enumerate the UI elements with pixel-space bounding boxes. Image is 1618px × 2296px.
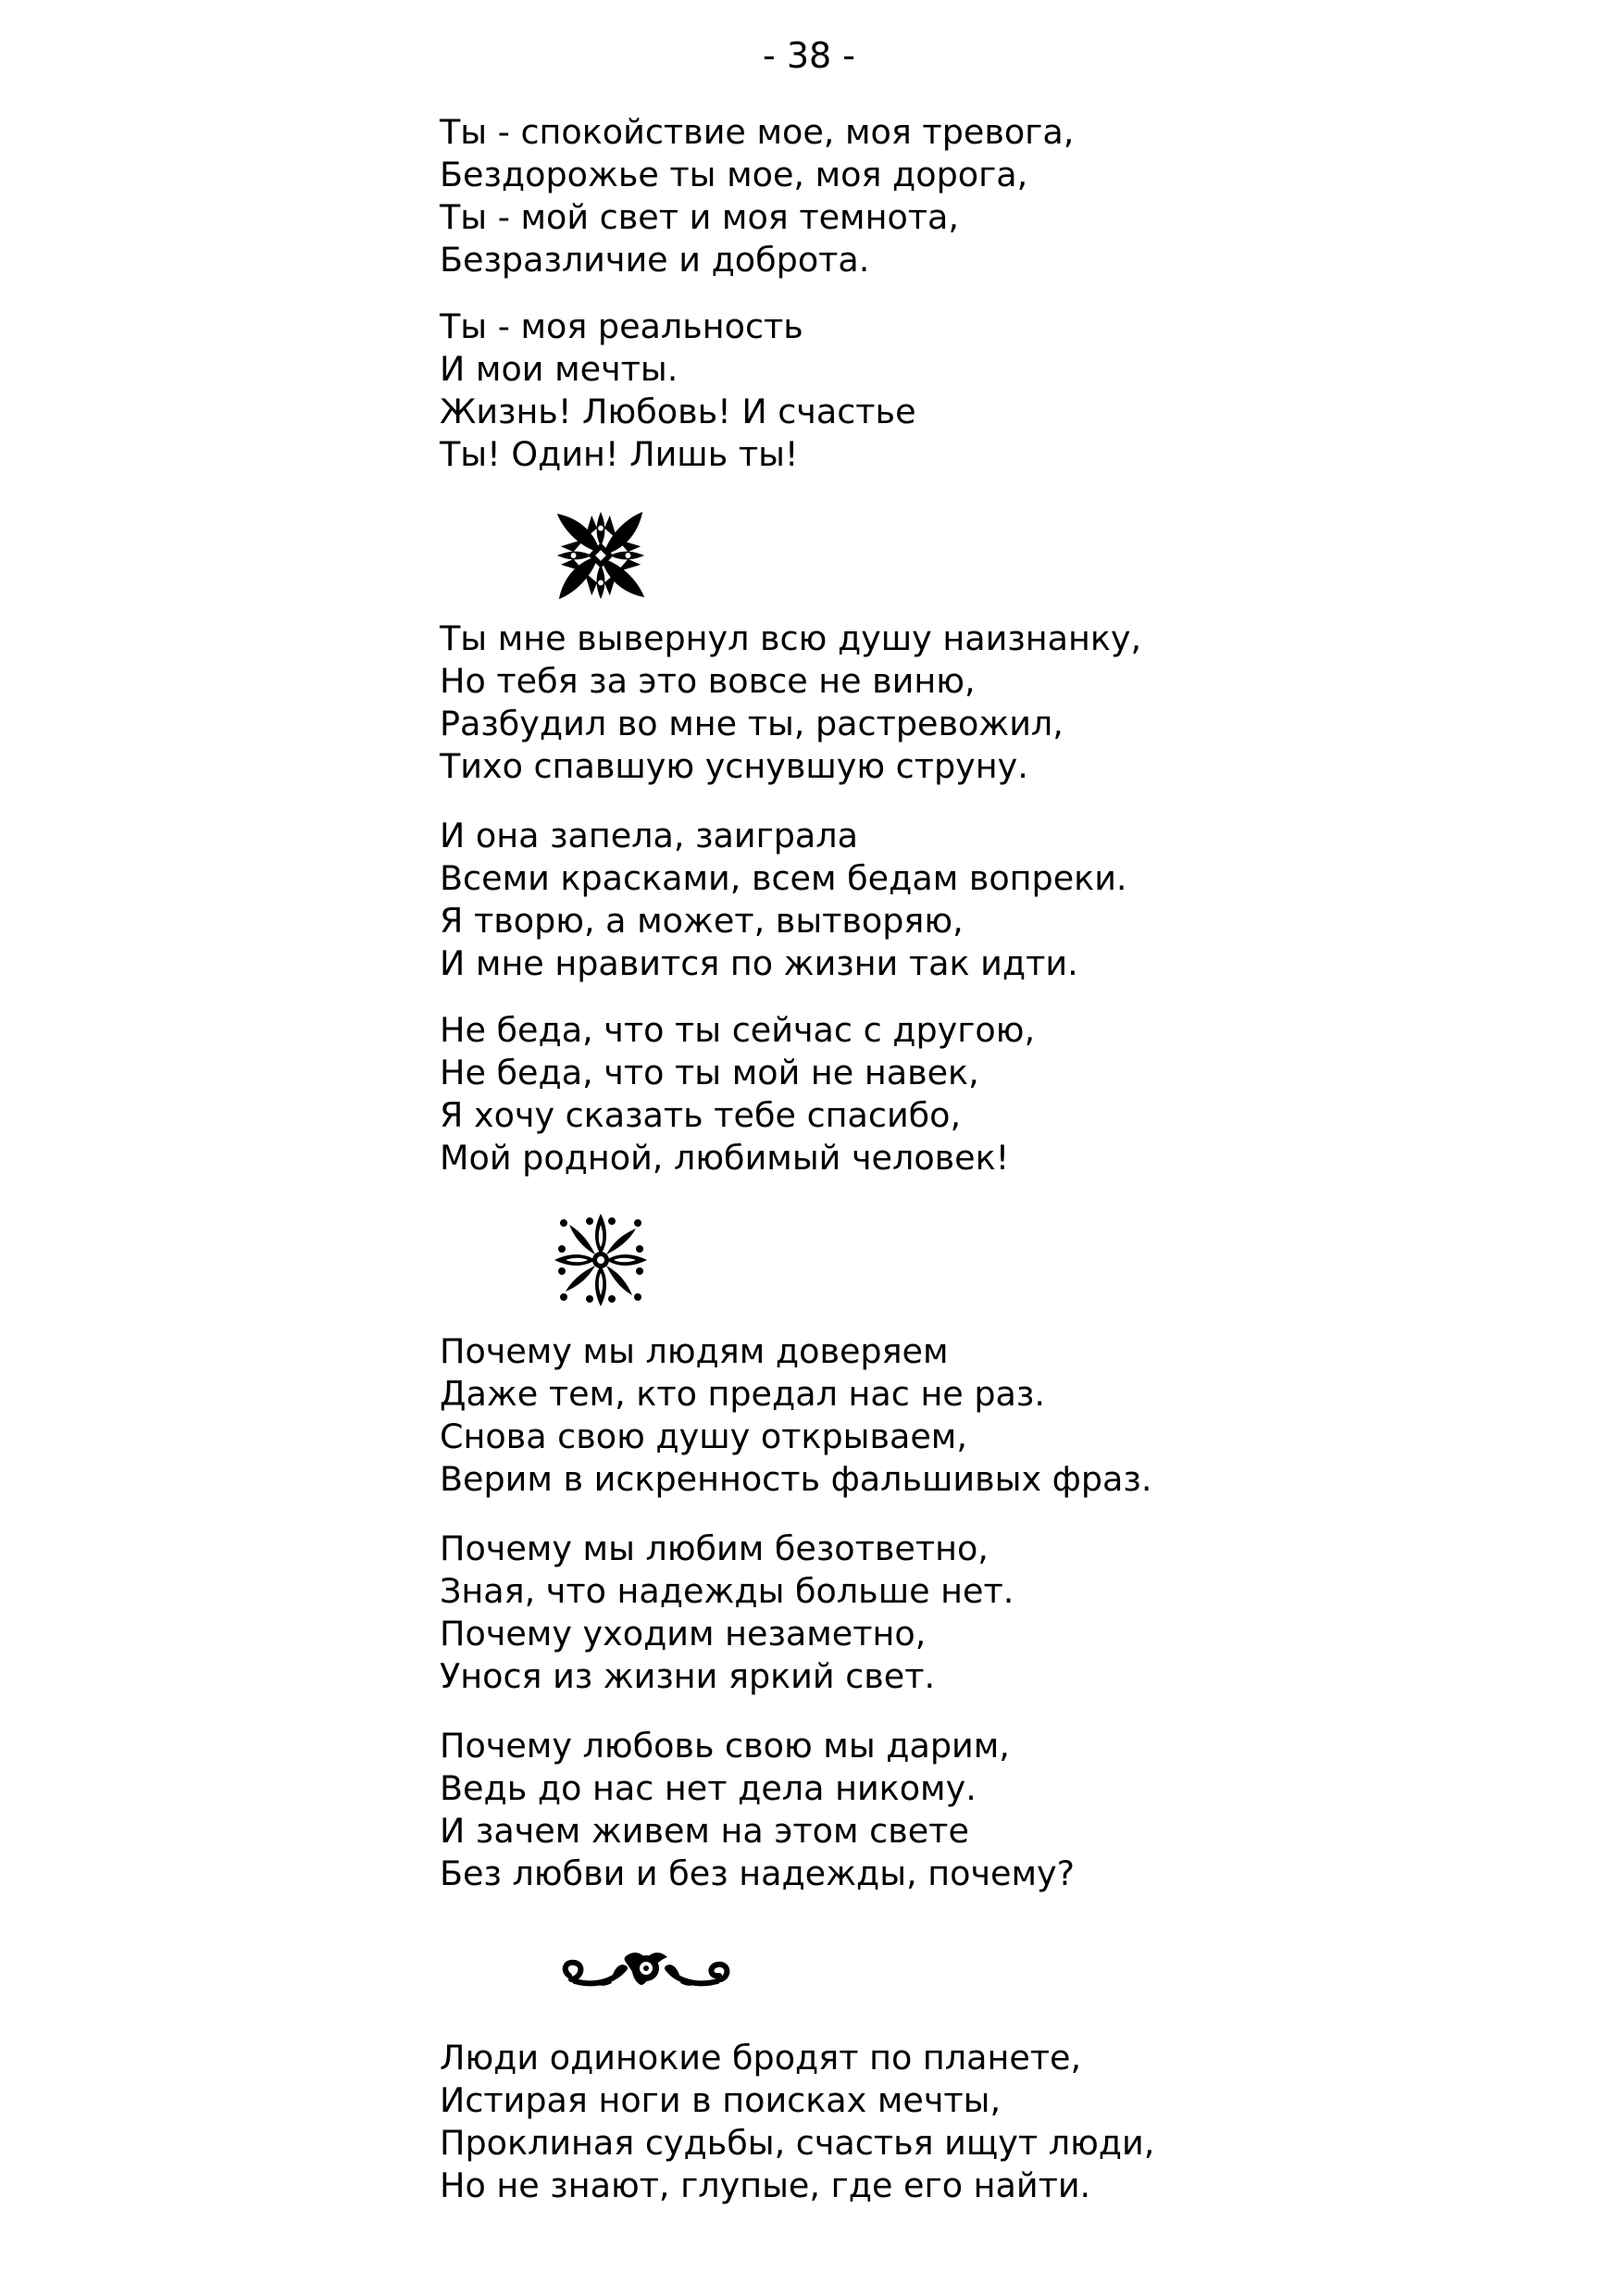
stanza-3: [440, 618, 1141, 788]
poem-line: Не беда, что ты сейчас с другою,: [440, 1010, 1036, 1050]
poem-line: Почему уходим незаметно,: [440, 1614, 927, 1653]
poem-line: Унося из жизни яркий свет.: [440, 1656, 936, 1696]
floral-cross-ornament-icon: [549, 1208, 653, 1312]
poem-line: Но тебя за это вовсе не виню,: [440, 661, 976, 701]
poem-line: Но не знают, глупые, где его найти.: [440, 2165, 1091, 2205]
poem-line: И мои мечты.: [440, 349, 678, 389]
poem-line: И мне нравится по жизни так идти.: [440, 943, 1078, 983]
poem-line: Ты - спокойствие мое, моя тревога,: [440, 112, 1075, 152]
poem-line: Жизнь! Любовь! И счастье: [440, 392, 916, 431]
poem-line: Зная, что надежды больше нет.: [440, 1571, 1014, 1611]
poem-line: Тихо спавшую уснувшую струну.: [440, 746, 1028, 786]
stanza-7: [440, 1528, 1014, 1698]
poem-line: Почему мы любим безответно,: [440, 1529, 989, 1568]
swirl-flourish-ornament-icon: [558, 1944, 734, 2000]
stanza-6: [440, 1330, 1151, 1501]
stanza-2: [440, 306, 916, 476]
poem-line: Снова свою душу открываем,: [440, 1416, 967, 1456]
poem-line: И зачем живем на этом свете: [440, 1811, 969, 1851]
poem-line: Всеми красками, всем бедам вопреки.: [440, 858, 1127, 898]
poem-line: Ты - мой свет и моя темнота,: [440, 197, 960, 237]
poem-line: Проклиная судьбы, счастья ищут люди,: [440, 2123, 1155, 2163]
poem-line: Даже тем, кто предал нас не раз.: [440, 1374, 1045, 1414]
poem-line: Почему мы людям доверяем: [440, 1331, 949, 1371]
stanza-9: [440, 2037, 1154, 2207]
poem-line: Без любви и без надежды, почему?: [440, 1853, 1075, 1893]
poem-line: Не беда, что ты мой не навек,: [440, 1053, 979, 1092]
poem-line: Ведь до нас нет дела никому.: [440, 1768, 977, 1808]
poem-line: Ты! Один! Лишь ты!: [440, 434, 799, 474]
poem-line: Безразличие и доброта.: [440, 240, 870, 280]
poem-line: Мой родной, любимый человек!: [440, 1138, 1010, 1178]
floral-star-ornament-icon: [551, 505, 651, 606]
poem-line: Почему любовь свою мы дарим,: [440, 1726, 1010, 1766]
poem-line: Истирая ноги в поисках мечты,: [440, 2080, 1002, 2120]
poem-line: Ты - моя реальность: [440, 306, 803, 346]
poem-line: Разбудил во мне ты, растревожил,: [440, 704, 1064, 743]
poem-line: Я творю, а может, вытворяю,: [440, 901, 964, 941]
stanza-1: [440, 111, 1074, 281]
stanza-4: [440, 815, 1127, 985]
poem-line: Я хочу сказать тебе спасибо,: [440, 1095, 962, 1135]
page-number: - 38 -: [763, 35, 855, 76]
poem-line: Ты мне вывернул всю душу наизнанку,: [440, 618, 1142, 658]
poem-line: И она запела, заиграла: [440, 816, 858, 855]
poem-line: Бездорожье ты мое, моя дорога,: [440, 155, 1028, 194]
poem-line: Верим в искренность фальшивых фраз.: [440, 1459, 1152, 1499]
stanza-5: [440, 1009, 1035, 1179]
poem-line: Люди одинокие бродят по планете,: [440, 2038, 1082, 2078]
stanza-8: [440, 1725, 1075, 1895]
